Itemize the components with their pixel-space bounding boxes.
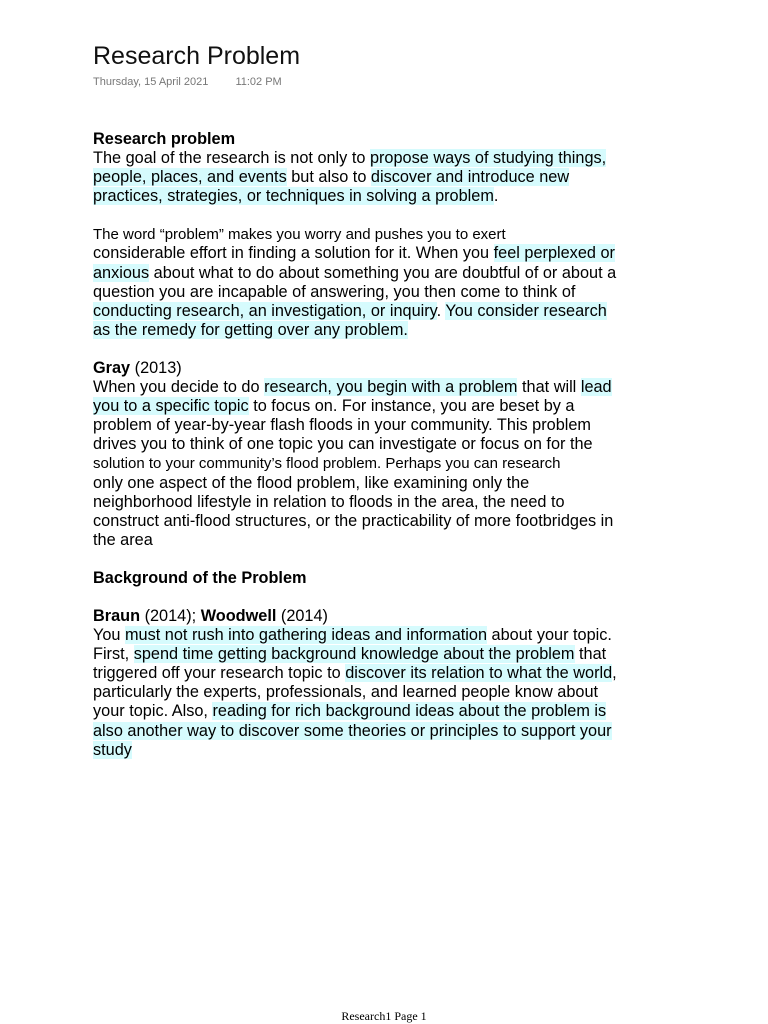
text-line	[93, 302, 693, 321]
plain-text: about your topic.	[487, 626, 612, 645]
text-line	[93, 664, 693, 683]
date-text: Thursday, 15 April 2021	[93, 76, 209, 88]
word-problem-section	[93, 225, 693, 340]
page-title: Research Problem	[93, 42, 301, 70]
plain-text: that	[574, 645, 607, 664]
highlighted-text: discover and introduce new	[370, 168, 570, 187]
citation	[93, 359, 693, 378]
citation	[93, 607, 693, 626]
highlighted-text: spend time getting background knowledge about the problem	[133, 645, 575, 664]
highlighted-text: anxious	[93, 263, 150, 282]
text-line: particularly the experts, professionals, and learned people know about	[93, 683, 599, 702]
text-line: question you are incapable of answering, you then come to think of	[93, 282, 576, 301]
highlighted-text: study	[93, 740, 132, 759]
highlighted-text: as the remedy for getting over any problem.	[93, 320, 408, 339]
highlighted-text: must not rush into gathering ideas and information	[125, 626, 488, 645]
timestamp	[93, 76, 282, 88]
research-problem-section	[93, 130, 693, 206]
note-body	[93, 130, 693, 779]
text-line: only one aspect of the flood problem, like examining only the	[93, 473, 530, 492]
plain-text: but also to	[286, 168, 371, 187]
text-line	[93, 244, 693, 263]
text-line: solution to your community’s flood problem. Perhaps you can research	[93, 455, 561, 473]
text-line	[93, 149, 693, 168]
text-line: drives you to think of one topic you can investigate or focus on for the	[93, 435, 593, 454]
gray-section	[93, 359, 693, 550]
highlighted-text: discover its relation to what the world	[345, 664, 613, 683]
section-heading: Background of the Problem	[93, 568, 307, 587]
text-line	[93, 702, 693, 721]
page-footer: Research1 Page 1	[341, 1009, 427, 1023]
highlighted-text: practices, strategies, or techniques in solving a problem	[93, 187, 494, 206]
braun-woodwell-section	[93, 607, 693, 760]
plain-text: The goal of the research is not only to	[93, 149, 370, 168]
text-line: the area	[93, 530, 153, 549]
highlighted-text: You consider research	[445, 301, 607, 320]
text-line	[93, 264, 693, 283]
highlighted-text: also another way to discover some theories or principles to support your	[93, 721, 612, 740]
plain-text: considerable effort in finding a solution for it. When you	[93, 244, 494, 263]
text-line	[93, 378, 693, 397]
plain-text: .	[493, 187, 499, 206]
author-name: Braun	[93, 606, 141, 625]
plain-text: .	[436, 301, 446, 320]
plain-text: When you decide to do	[93, 378, 265, 397]
plain-text: ,	[612, 664, 617, 683]
citation-year: (2013)	[130, 358, 182, 377]
text-line	[93, 741, 693, 760]
highlighted-text: lead	[580, 378, 612, 397]
text-line	[93, 722, 693, 741]
text-line: problem of year-by-year flash floods in your community. This problem	[93, 416, 591, 435]
text-line	[93, 645, 693, 664]
text-line: construct anti-flood structures, or the practicability of more footbridges in	[93, 511, 614, 530]
plain-text: First,	[93, 645, 134, 664]
time-text: 11:02 PM	[235, 76, 282, 88]
citation-year: (2014);	[140, 606, 201, 625]
section-heading: Research problem	[93, 130, 236, 148]
text-line	[93, 397, 693, 416]
highlighted-text: conducting research, an investigation, or inquiry	[93, 301, 437, 320]
text-line	[93, 321, 693, 340]
plain-text: that will	[517, 378, 581, 397]
text-line: The word “problem” makes you worry and pushes you to exert	[93, 226, 506, 244]
plain-text: to focus on. For instance, you are beset by a	[248, 397, 575, 416]
highlighted-text: reading for rich background ideas about the problem is	[212, 702, 607, 721]
text-line	[93, 626, 693, 645]
plain-text: triggered off your research topic to	[93, 664, 346, 683]
text-line	[93, 168, 693, 187]
text-line	[93, 187, 693, 206]
plain-text: You	[93, 626, 125, 645]
background-heading-section	[93, 569, 693, 588]
highlighted-text: feel perplexed or	[493, 244, 615, 263]
highlighted-text: you to a specific topic	[93, 397, 249, 416]
highlighted-text: propose ways of studying things,	[369, 149, 607, 168]
author-name: Gray	[93, 358, 131, 377]
text-line: neighborhood lifestyle in relation to floods in the area, the need to	[93, 492, 565, 511]
highlighted-text: people, places, and events	[93, 168, 287, 187]
plain-text: about what to do about something you are doubtful of or about a	[149, 263, 617, 282]
plain-text: your topic. Also,	[93, 702, 213, 721]
highlighted-text: research, you begin with a problem	[264, 378, 518, 397]
citation-year: (2014)	[276, 606, 328, 625]
author-name: Woodwell	[200, 606, 277, 625]
